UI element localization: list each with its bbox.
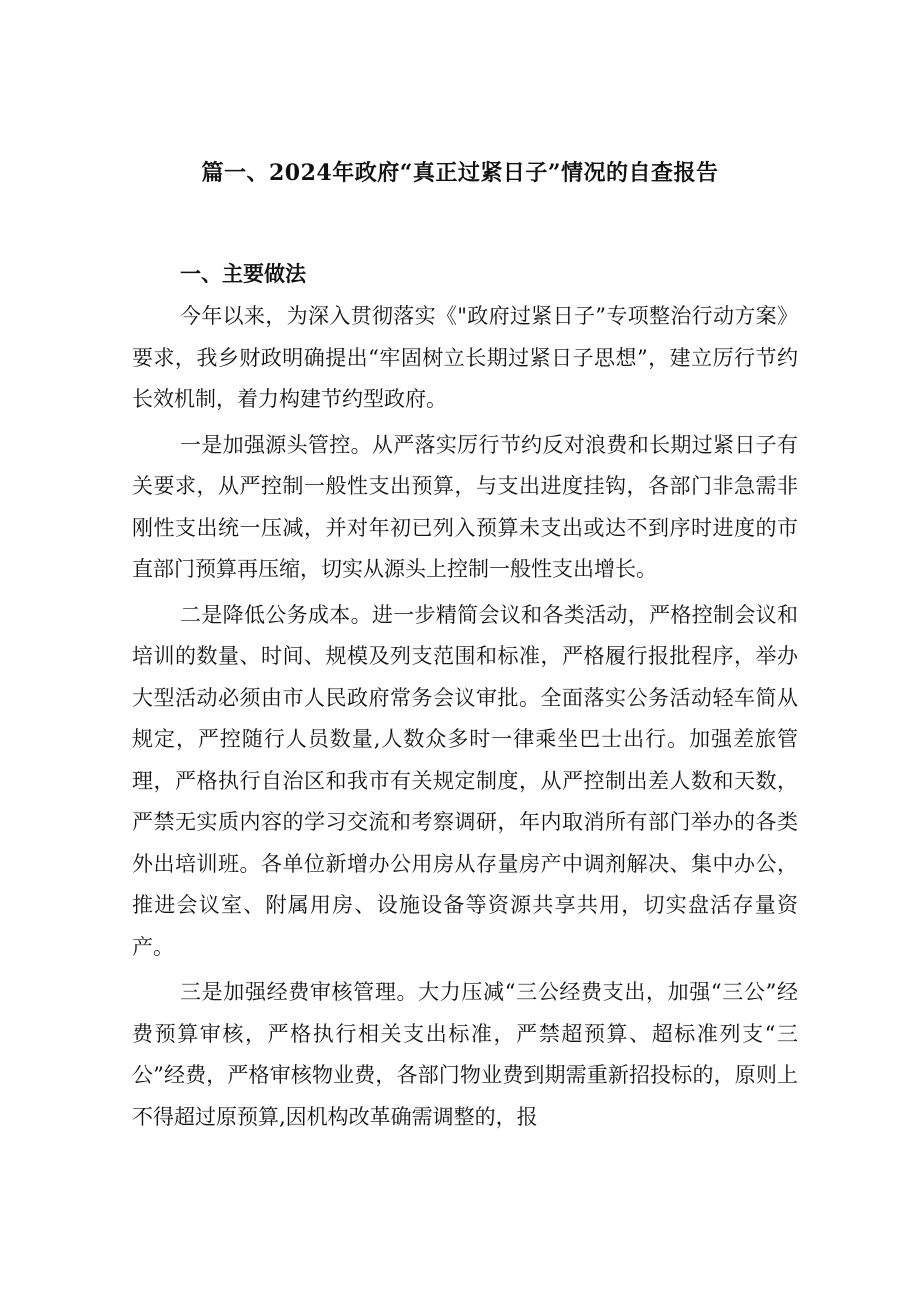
paragraph-source-control: 一是加强源头管控。从严落实厉行节约反对浪费和长期过紧日子有关要求，从严控制一般性支出预算，与支出进度挂钩，各部门非急需非刚性支出统一压减，并对年初已列入预算未支出或达不到序时进度的市直部门预算再压缩，切实从源头上控制一般性支出增长。 bbox=[132, 432, 798, 581]
paragraph-intro: 今年以来，为深入贯彻落实《"政府过紧日子”专项整治行动方案》要求，我乡财政明确提出“牢固树立长期过紧日子思想”，建立厉行节约长效机制，着力构建节约型政府。 bbox=[132, 304, 798, 411]
paragraph-reduce-costs: 二是降低公务成本。进一步精简会议和各类活动，严格控制会议和培训的数量、时间、规模及列支范围和标准，严格履行报批程序，举办大型活动必须由市人民政府常务会议审批。全面落实公务活动轻车简从规定，严控随行人员数量,人数众多时一律乘坐巴士出行。加强差旅管理，严格执行自治区和我市有关规定制度，从严控制出差人数和天数，严禁无实质内容的学习交流和考察调研，年内取消所有部门举办的各类外出培训班。各单位新增办公用房从存量房产中调剂解决、集中办公，推进会议室、附属用房、设施设备等资源共享共用，切实盘活存量资产。 bbox=[132, 602, 798, 959]
document-title: 篇一、2024年政府“真正过紧日子”情况的自查报告 bbox=[201, 160, 719, 186]
document-body bbox=[132, 296, 798, 1138]
section-heading: 一、主要做法 bbox=[180, 261, 306, 286]
paragraph-expense-review: 三是加强经费审核管理。大力压减“三公经费支出，加强“三公”经费预算审核，严格执行相关支出标准，严禁超预算、超标准列支“三公”经费，严格审核物业费，各部门物业费到期需重新招投标的，原则上不得超过原预算,因机构改革确需调整的，报 bbox=[132, 980, 798, 1129]
